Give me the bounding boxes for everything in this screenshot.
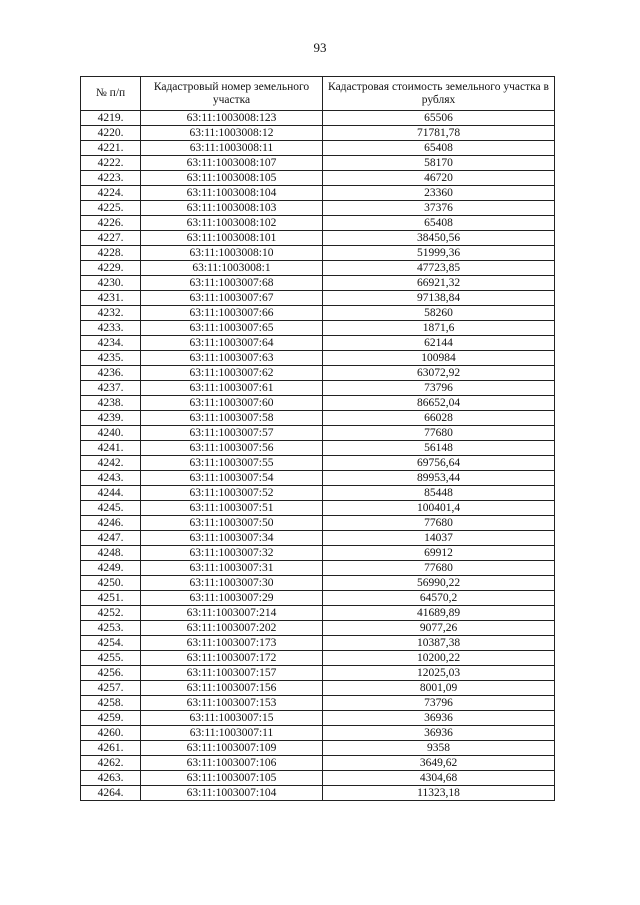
cadastral-value-cell: 36936 <box>323 726 555 741</box>
row-number-cell: 4259. <box>81 711 141 726</box>
cadastral-number-cell: 63:11:1003007:54 <box>141 471 323 486</box>
row-number-cell: 4251. <box>81 591 141 606</box>
table-row <box>81 756 555 771</box>
table-row <box>81 426 555 441</box>
row-number-cell: 4257. <box>81 681 141 696</box>
table-row <box>81 726 555 741</box>
table-row <box>81 591 555 606</box>
table-row <box>81 651 555 666</box>
table-row <box>81 246 555 261</box>
cadastral-value-cell: 62144 <box>323 336 555 351</box>
row-number-cell: 4244. <box>81 486 141 501</box>
table-row <box>81 366 555 381</box>
cadastral-number-cell: 63:11:1003008:10 <box>141 246 323 261</box>
table-row <box>81 516 555 531</box>
table-row <box>81 321 555 336</box>
row-number-cell: 4226. <box>81 216 141 231</box>
cadastral-value-cell: 97138,84 <box>323 291 555 306</box>
table-body <box>81 111 555 801</box>
cadastral-value-cell: 69912 <box>323 546 555 561</box>
cadastral-number-cell: 63:11:1003007:32 <box>141 546 323 561</box>
table-row <box>81 666 555 681</box>
cadastral-value-cell: 73796 <box>323 381 555 396</box>
row-number-cell: 4220. <box>81 126 141 141</box>
table-row <box>81 411 555 426</box>
row-number-cell: 4231. <box>81 291 141 306</box>
cadastral-value-cell: 77680 <box>323 516 555 531</box>
cadastral-number-cell: 63:11:1003007:157 <box>141 666 323 681</box>
table-row <box>81 546 555 561</box>
row-number-cell: 4261. <box>81 741 141 756</box>
row-number-cell: 4245. <box>81 501 141 516</box>
table-row <box>81 711 555 726</box>
cadastral-value-cell: 9077,26 <box>323 621 555 636</box>
cadastral-value-cell: 66028 <box>323 411 555 426</box>
cadastral-number-cell: 63:11:1003007:56 <box>141 441 323 456</box>
cadastral-number-cell: 63:11:1003008:103 <box>141 201 323 216</box>
table-row <box>81 351 555 366</box>
table-row <box>81 261 555 276</box>
row-number-cell: 4240. <box>81 426 141 441</box>
cadastral-value-cell: 46720 <box>323 171 555 186</box>
cadastral-number-cell: 63:11:1003007:11 <box>141 726 323 741</box>
header-cadastral-number: Кадастровый номер земельного участка <box>141 77 323 111</box>
cadastral-number-cell: 63:11:1003007:51 <box>141 501 323 516</box>
row-number-cell: 4238. <box>81 396 141 411</box>
table-row <box>81 381 555 396</box>
table-row <box>81 276 555 291</box>
row-number-cell: 4247. <box>81 531 141 546</box>
table-row <box>81 171 555 186</box>
cadastral-value-cell: 14037 <box>323 531 555 546</box>
cadastral-value-cell: 100401,4 <box>323 501 555 516</box>
cadastral-value-cell: 23360 <box>323 186 555 201</box>
cadastral-number-cell: 63:11:1003007:153 <box>141 696 323 711</box>
cadastral-number-cell: 63:11:1003007:63 <box>141 351 323 366</box>
cadastral-number-cell: 63:11:1003007:105 <box>141 771 323 786</box>
table-row <box>81 576 555 591</box>
table-row <box>81 561 555 576</box>
cadastral-value-table <box>80 76 555 801</box>
header-row-number: № п/п <box>81 77 141 111</box>
cadastral-number-cell: 63:11:1003007:172 <box>141 651 323 666</box>
table-row <box>81 696 555 711</box>
cadastral-number-cell: 63:11:1003007:64 <box>141 336 323 351</box>
cadastral-value-cell: 3649,62 <box>323 756 555 771</box>
table-row <box>81 141 555 156</box>
cadastral-value-cell: 58260 <box>323 306 555 321</box>
cadastral-value-cell: 73796 <box>323 696 555 711</box>
cadastral-number-cell: 63:11:1003008:101 <box>141 231 323 246</box>
row-number-cell: 4250. <box>81 576 141 591</box>
row-number-cell: 4254. <box>81 636 141 651</box>
cadastral-number-cell: 63:11:1003007:30 <box>141 576 323 591</box>
cadastral-value-cell: 71781,78 <box>323 126 555 141</box>
row-number-cell: 4241. <box>81 441 141 456</box>
cadastral-value-cell: 37376 <box>323 201 555 216</box>
cadastral-value-cell: 36936 <box>323 711 555 726</box>
row-number-cell: 4239. <box>81 411 141 426</box>
cadastral-number-cell: 63:11:1003007:15 <box>141 711 323 726</box>
table-row <box>81 681 555 696</box>
header-row <box>81 77 555 111</box>
cadastral-value-cell: 51999,36 <box>323 246 555 261</box>
row-number-cell: 4221. <box>81 141 141 156</box>
cadastral-value-cell: 38450,56 <box>323 231 555 246</box>
table-row <box>81 441 555 456</box>
cadastral-number-cell: 63:11:1003007:62 <box>141 366 323 381</box>
table-row <box>81 741 555 756</box>
cadastral-number-cell: 63:11:1003007:50 <box>141 516 323 531</box>
cadastral-number-cell: 63:11:1003007:66 <box>141 306 323 321</box>
cadastral-number-cell: 63:11:1003007:58 <box>141 411 323 426</box>
table-row <box>81 456 555 471</box>
cadastral-number-cell: 63:11:1003007:57 <box>141 426 323 441</box>
cadastral-value-cell: 69756,64 <box>323 456 555 471</box>
cadastral-number-cell: 63:11:1003007:104 <box>141 786 323 801</box>
cadastral-value-cell: 86652,04 <box>323 396 555 411</box>
cadastral-number-cell: 63:11:1003007:173 <box>141 636 323 651</box>
row-number-cell: 4223. <box>81 171 141 186</box>
table-row <box>81 111 555 126</box>
table-row <box>81 186 555 201</box>
cadastral-value-cell: 77680 <box>323 426 555 441</box>
table-row <box>81 486 555 501</box>
table-row <box>81 606 555 621</box>
row-number-cell: 4263. <box>81 771 141 786</box>
table-row <box>81 216 555 231</box>
row-number-cell: 4248. <box>81 546 141 561</box>
cadastral-value-cell: 85448 <box>323 486 555 501</box>
cadastral-number-cell: 63:11:1003008:12 <box>141 126 323 141</box>
cadastral-value-cell: 58170 <box>323 156 555 171</box>
table-header <box>81 77 555 111</box>
cadastral-number-cell: 63:11:1003007:65 <box>141 321 323 336</box>
cadastral-number-cell: 63:11:1003007:29 <box>141 591 323 606</box>
cadastral-value-cell: 1871,6 <box>323 321 555 336</box>
row-number-cell: 4225. <box>81 201 141 216</box>
table-row <box>81 231 555 246</box>
row-number-cell: 4255. <box>81 651 141 666</box>
cadastral-number-cell: 63:11:1003008:11 <box>141 141 323 156</box>
row-number-cell: 4264. <box>81 786 141 801</box>
cadastral-number-cell: 63:11:1003007:52 <box>141 486 323 501</box>
cadastral-number-cell: 63:11:1003007:60 <box>141 396 323 411</box>
cadastral-number-cell: 63:11:1003007:214 <box>141 606 323 621</box>
cadastral-value-cell: 56990,22 <box>323 576 555 591</box>
cadastral-number-cell: 63:11:1003007:67 <box>141 291 323 306</box>
cadastral-number-cell: 63:11:1003007:31 <box>141 561 323 576</box>
table-row <box>81 501 555 516</box>
row-number-cell: 4222. <box>81 156 141 171</box>
table-row <box>81 306 555 321</box>
cadastral-number-cell: 63:11:1003007:68 <box>141 276 323 291</box>
cadastral-number-cell: 63:11:1003008:102 <box>141 216 323 231</box>
cadastral-value-cell: 77680 <box>323 561 555 576</box>
row-number-cell: 4256. <box>81 666 141 681</box>
row-number-cell: 4219. <box>81 111 141 126</box>
table-row <box>81 636 555 651</box>
cadastral-number-cell: 63:11:1003008:104 <box>141 186 323 201</box>
cadastral-number-cell: 63:11:1003007:34 <box>141 531 323 546</box>
row-number-cell: 4249. <box>81 561 141 576</box>
row-number-cell: 4230. <box>81 276 141 291</box>
row-number-cell: 4224. <box>81 186 141 201</box>
cadastral-value-cell: 10200,22 <box>323 651 555 666</box>
cadastral-value-cell: 65506 <box>323 111 555 126</box>
header-cadastral-value: Кадастровая стоимость земельного участка в рублях <box>323 77 555 111</box>
table-row <box>81 621 555 636</box>
table-row <box>81 531 555 546</box>
row-number-cell: 4252. <box>81 606 141 621</box>
row-number-cell: 4253. <box>81 621 141 636</box>
table-row <box>81 156 555 171</box>
row-number-cell: 4234. <box>81 336 141 351</box>
table-row <box>81 291 555 306</box>
row-number-cell: 4229. <box>81 261 141 276</box>
row-number-cell: 4228. <box>81 246 141 261</box>
row-number-cell: 4233. <box>81 321 141 336</box>
cadastral-value-cell: 41689,89 <box>323 606 555 621</box>
cadastral-value-cell: 9358 <box>323 741 555 756</box>
table-row <box>81 786 555 801</box>
table-row <box>81 471 555 486</box>
cadastral-value-cell: 56148 <box>323 441 555 456</box>
row-number-cell: 4232. <box>81 306 141 321</box>
cadastral-number-cell: 63:11:1003008:105 <box>141 171 323 186</box>
row-number-cell: 4262. <box>81 756 141 771</box>
cadastral-number-cell: 63:11:1003007:61 <box>141 381 323 396</box>
page-number: 93 <box>313 40 327 55</box>
cadastral-value-cell: 65408 <box>323 216 555 231</box>
cadastral-value-cell: 66921,32 <box>323 276 555 291</box>
row-number-cell: 4235. <box>81 351 141 366</box>
cadastral-value-cell: 12025,03 <box>323 666 555 681</box>
table-row <box>81 201 555 216</box>
cadastral-number-cell: 63:11:1003008:123 <box>141 111 323 126</box>
cadastral-number-cell: 63:11:1003007:55 <box>141 456 323 471</box>
table-row <box>81 336 555 351</box>
cadastral-value-cell: 10387,38 <box>323 636 555 651</box>
row-number-cell: 4258. <box>81 696 141 711</box>
cadastral-value-cell: 8001,09 <box>323 681 555 696</box>
row-number-cell: 4242. <box>81 456 141 471</box>
cadastral-number-cell: 63:11:1003007:156 <box>141 681 323 696</box>
row-number-cell: 4243. <box>81 471 141 486</box>
cadastral-number-cell: 63:11:1003008:107 <box>141 156 323 171</box>
table-row <box>81 396 555 411</box>
cadastral-number-cell: 63:11:1003007:106 <box>141 756 323 771</box>
row-number-cell: 4246. <box>81 516 141 531</box>
cadastral-value-cell: 4304,68 <box>323 771 555 786</box>
table-row <box>81 126 555 141</box>
row-number-cell: 4236. <box>81 366 141 381</box>
table-row <box>81 771 555 786</box>
cadastral-value-cell: 89953,44 <box>323 471 555 486</box>
cadastral-number-cell: 63:11:1003007:109 <box>141 741 323 756</box>
cadastral-value-cell: 65408 <box>323 141 555 156</box>
cadastral-number-cell: 63:11:1003007:202 <box>141 621 323 636</box>
cadastral-value-cell: 47723,85 <box>323 261 555 276</box>
row-number-cell: 4260. <box>81 726 141 741</box>
cadastral-number-cell: 63:11:1003008:1 <box>141 261 323 276</box>
cadastral-value-cell: 63072,92 <box>323 366 555 381</box>
row-number-cell: 4227. <box>81 231 141 246</box>
cadastral-value-cell: 11323,18 <box>323 786 555 801</box>
cadastral-value-cell: 64570,2 <box>323 591 555 606</box>
cadastral-value-cell: 100984 <box>323 351 555 366</box>
row-number-cell: 4237. <box>81 381 141 396</box>
